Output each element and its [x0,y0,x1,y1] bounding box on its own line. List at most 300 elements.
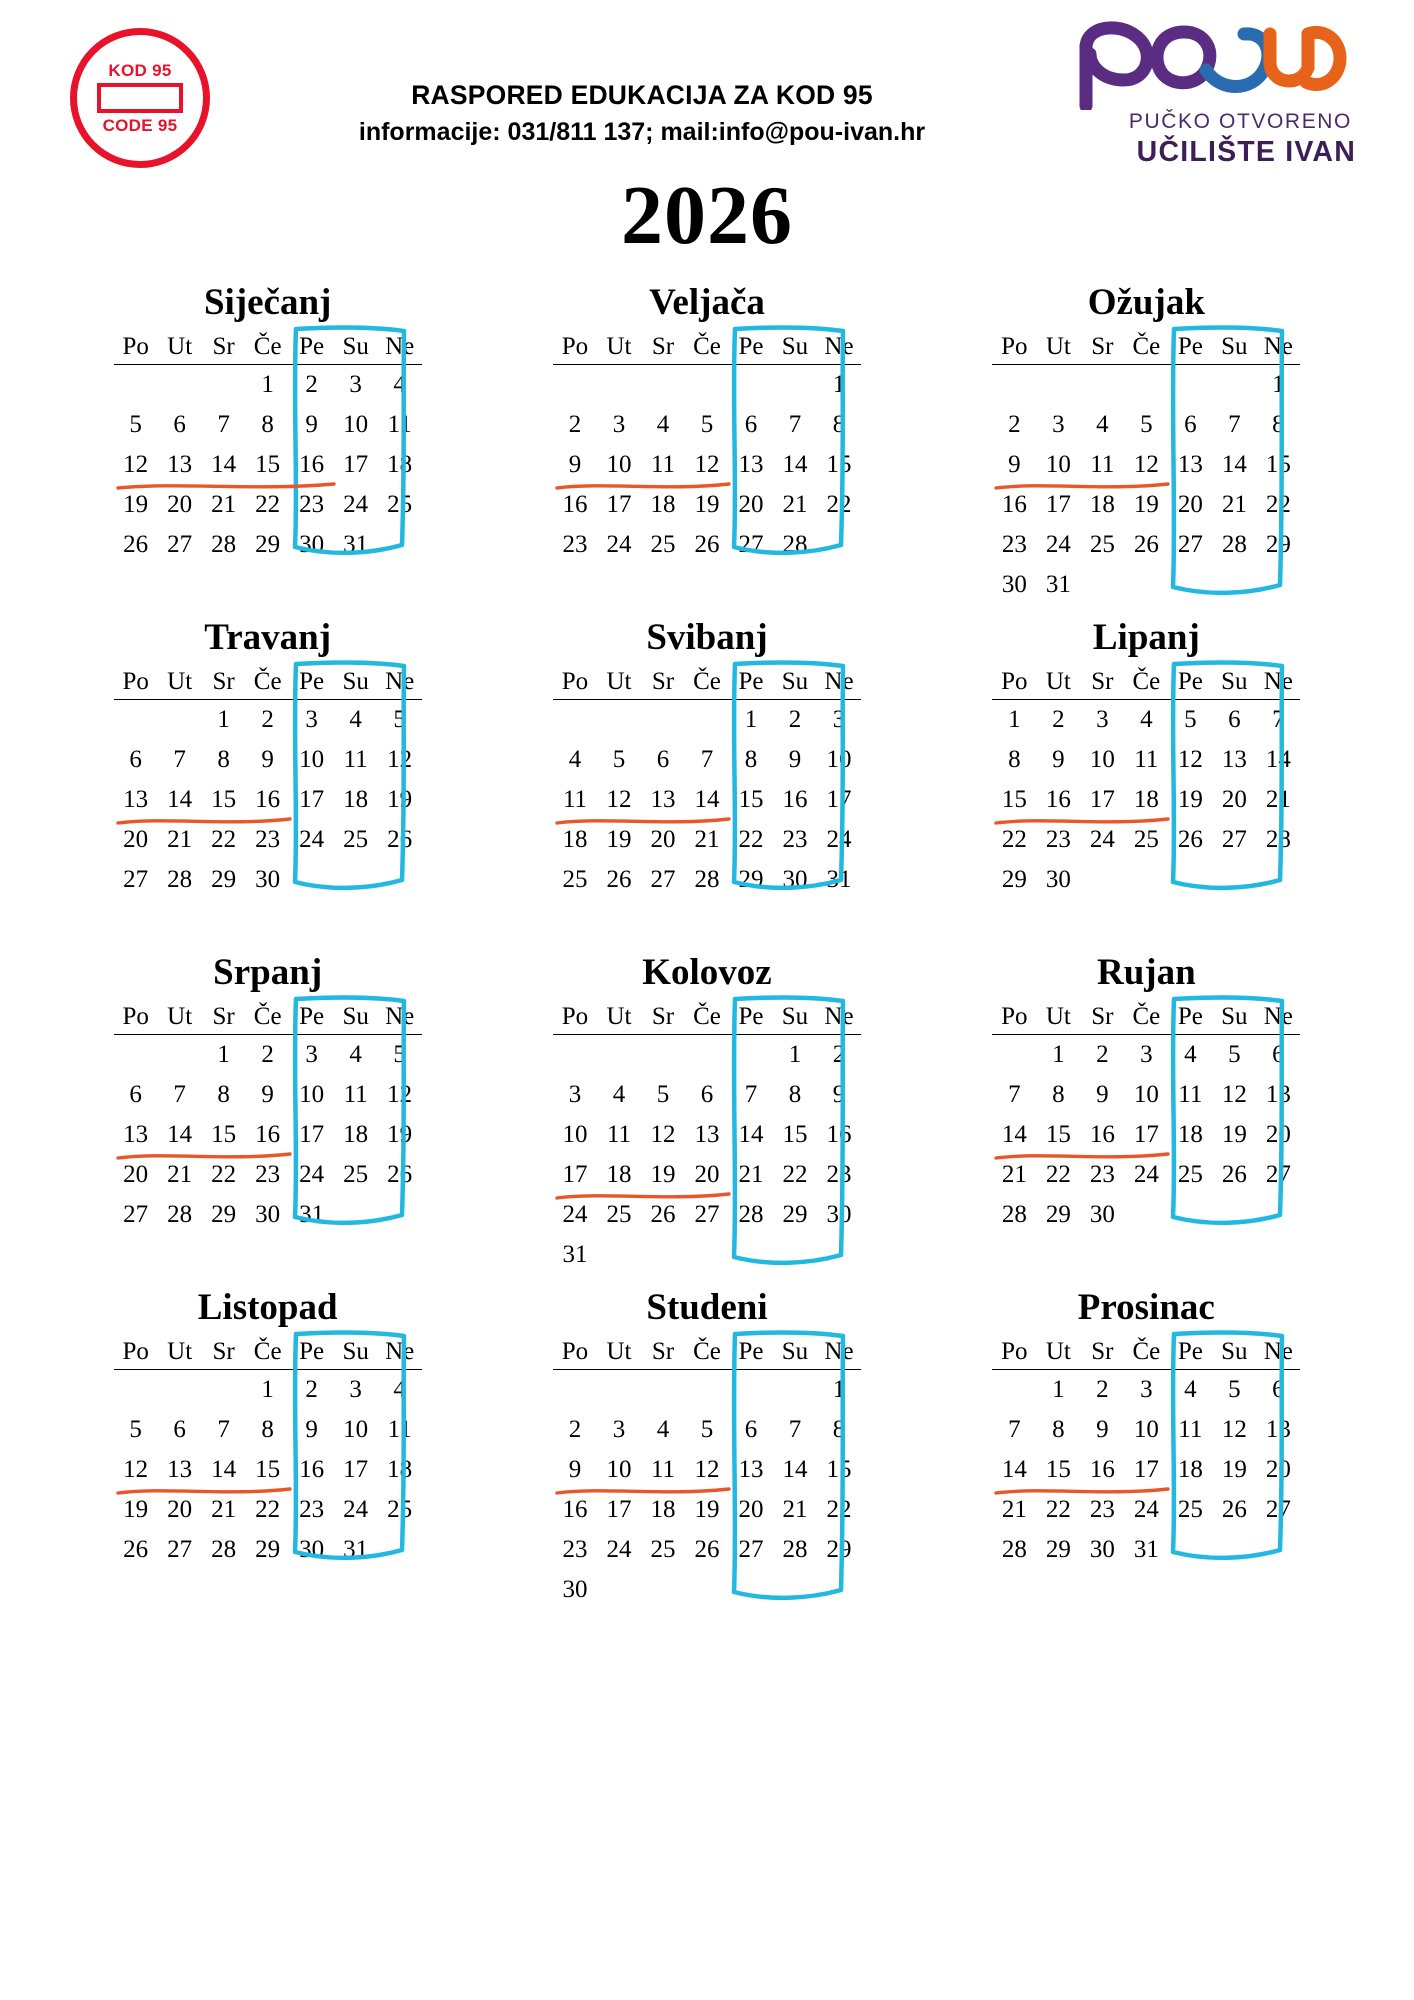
day-cell[interactable]: 14 [167,785,193,813]
day-cell[interactable]: 15 [1045,1455,1071,1483]
day-cell[interactable]: 4 [349,1040,362,1068]
day-cell[interactable]: 7 [788,410,802,438]
day-cell[interactable]: 27 [1177,530,1203,558]
day-cell[interactable]: 27 [1265,1495,1291,1523]
day-cell[interactable]: 2 [305,1375,318,1403]
day-cell[interactable]: 10 [1045,450,1071,478]
day-cell[interactable]: 2 [305,370,318,398]
day-cell[interactable]: 23 [299,490,325,518]
day-cell[interactable]: 23 [299,1495,325,1523]
day-cell[interactable]: 1 [1052,1375,1065,1403]
day-cell[interactable]: 14 [1001,1455,1027,1483]
day-cell[interactable]: 2 [1008,410,1021,438]
day-cell[interactable]: 8 [261,1415,274,1443]
day-cell[interactable]: 21 [1001,1495,1027,1523]
day-cell[interactable]: 29 [211,1200,237,1228]
day-cell[interactable]: 12 [694,1455,720,1483]
day-cell[interactable]: 8 [744,745,758,773]
day-cell[interactable]: 12 [1221,1080,1247,1108]
day-cell[interactable]: 8 [1052,1415,1065,1443]
day-cell[interactable]: 19 [606,825,632,853]
day-cell[interactable]: 10 [606,450,632,478]
day-cell[interactable]: 14 [738,1120,764,1148]
day-cell[interactable]: 29 [255,1535,281,1563]
day-cell[interactable]: 24 [343,490,369,518]
day-cell[interactable]: 16 [255,785,281,813]
day-cell[interactable]: 12 [387,745,413,773]
day-cell[interactable]: 13 [123,1120,149,1148]
day-cell[interactable]: 5 [1228,1040,1241,1068]
day-cell[interactable]: 22 [255,490,281,518]
day-cell[interactable]: 16 [782,785,808,813]
day-cell[interactable]: 8 [261,410,274,438]
day-cell[interactable]: 3 [612,1415,626,1443]
day-cell[interactable]: 19 [387,785,413,813]
day-cell[interactable]: 21 [782,1495,808,1523]
day-cell[interactable]: 18 [650,1495,676,1523]
day-cell[interactable]: 28 [211,1535,237,1563]
day-cell[interactable]: 4 [1140,705,1153,733]
day-cell[interactable]: 18 [650,490,676,518]
day-cell[interactable]: 9 [305,410,318,438]
day-cell[interactable]: 21 [782,490,808,518]
day-cell[interactable]: 26 [123,530,149,558]
day-cell[interactable]: 11 [562,785,588,813]
day-cell[interactable]: 11 [1090,450,1115,478]
day-cell[interactable]: 3 [305,1040,318,1068]
day-cell[interactable]: 15 [1001,785,1027,813]
day-cell[interactable]: 10 [299,1080,325,1108]
day-cell[interactable]: 16 [1001,490,1027,518]
day-cell[interactable]: 9 [1008,450,1021,478]
day-cell[interactable]: 18 [343,785,369,813]
day-cell[interactable]: 29 [255,530,281,558]
day-cell[interactable]: 12 [123,450,149,478]
day-cell[interactable]: 4 [568,745,582,773]
day-cell[interactable]: 16 [1089,1455,1115,1483]
day-cell[interactable]: 30 [255,865,281,893]
day-cell[interactable]: 30 [1045,865,1071,893]
day-cell[interactable]: 5 [700,410,714,438]
day-cell[interactable]: 26 [387,825,413,853]
day-cell[interactable]: 29 [1001,865,1027,893]
day-cell[interactable]: 16 [1045,785,1071,813]
day-cell[interactable]: 28 [167,1200,193,1228]
day-cell[interactable]: 25 [650,1535,676,1563]
day-cell[interactable]: 20 [167,490,193,518]
day-cell[interactable]: 22 [738,825,764,853]
day-cell[interactable]: 21 [694,825,720,853]
day-cell[interactable]: 10 [1133,1415,1159,1443]
day-cell[interactable]: 31 [343,1535,369,1563]
day-cell[interactable]: 14 [211,1455,237,1483]
day-cell[interactable]: 28 [167,865,193,893]
day-cell[interactable]: 1 [744,705,758,733]
day-cell[interactable]: 5 [129,410,142,438]
day-cell[interactable]: 5 [393,705,406,733]
day-cell[interactable]: 17 [1045,490,1071,518]
day-cell[interactable]: 27 [650,865,676,893]
day-cell[interactable]: 20 [1177,490,1203,518]
day-cell[interactable]: 2 [1052,705,1065,733]
day-cell[interactable]: 20 [1265,1455,1291,1483]
day-cell[interactable]: 27 [167,530,193,558]
day-cell[interactable]: 3 [1140,1375,1153,1403]
day-cell[interactable]: 26 [1133,530,1159,558]
day-cell[interactable]: 18 [1177,1120,1203,1148]
day-cell[interactable]: 18 [562,825,588,853]
day-cell[interactable]: 21 [167,1160,193,1188]
day-cell[interactable]: 23 [562,1535,588,1563]
day-cell[interactable]: 11 [650,1455,676,1483]
day-cell[interactable]: 10 [299,745,325,773]
day-cell[interactable]: 5 [1140,410,1153,438]
day-cell[interactable]: 17 [299,1120,325,1148]
day-cell[interactable]: 31 [562,1240,588,1268]
day-cell[interactable]: 27 [1265,1160,1291,1188]
day-cell[interactable]: 19 [694,1495,720,1523]
day-cell[interactable]: 31 [826,865,852,893]
day-cell[interactable]: 6 [129,745,142,773]
day-cell[interactable]: 16 [299,450,325,478]
day-cell[interactable]: 13 [738,1455,764,1483]
day-cell[interactable]: 1 [261,1375,274,1403]
day-cell[interactable]: 27 [123,1200,149,1228]
day-cell[interactable]: 20 [738,490,764,518]
day-cell[interactable]: 11 [343,745,368,773]
day-cell[interactable]: 16 [562,490,588,518]
day-cell[interactable]: 26 [650,1200,676,1228]
day-cell[interactable]: 13 [1221,745,1247,773]
day-cell[interactable]: 8 [217,1080,230,1108]
day-cell[interactable]: 8 [1008,745,1021,773]
day-cell[interactable]: 7 [788,1415,802,1443]
day-cell[interactable]: 30 [1089,1535,1115,1563]
day-cell[interactable]: 21 [211,1495,237,1523]
day-cell[interactable]: 14 [1265,745,1291,773]
day-cell[interactable]: 6 [1184,410,1197,438]
day-cell[interactable]: 19 [1177,785,1203,813]
day-cell[interactable]: 11 [387,410,412,438]
day-cell[interactable]: 24 [562,1200,588,1228]
day-cell[interactable]: 4 [349,705,362,733]
day-cell[interactable]: 19 [387,1120,413,1148]
day-cell[interactable]: 20 [650,825,676,853]
day-cell[interactable]: 1 [1052,1040,1065,1068]
day-cell[interactable]: 4 [656,1415,670,1443]
day-cell[interactable]: 15 [826,450,852,478]
day-cell[interactable]: 22 [1045,1160,1071,1188]
day-cell[interactable]: 23 [1089,1160,1115,1188]
day-cell[interactable]: 14 [1001,1120,1027,1148]
day-cell[interactable]: 9 [1096,1415,1109,1443]
day-cell[interactable]: 15 [211,785,237,813]
day-cell[interactable]: 6 [700,1080,714,1108]
day-cell[interactable]: 11 [606,1120,632,1148]
day-cell[interactable]: 7 [1272,705,1285,733]
day-cell[interactable]: 7 [173,745,186,773]
day-cell[interactable]: 7 [217,410,230,438]
day-cell[interactable]: 28 [1221,530,1247,558]
day-cell[interactable]: 18 [387,450,413,478]
day-cell[interactable]: 5 [1228,1375,1241,1403]
day-cell[interactable]: 10 [562,1120,588,1148]
day-cell[interactable]: 25 [1133,825,1159,853]
day-cell[interactable]: 22 [1001,825,1027,853]
day-cell[interactable]: 14 [694,785,720,813]
day-cell[interactable]: 6 [656,745,670,773]
day-cell[interactable]: 2 [261,1040,274,1068]
day-cell[interactable]: 31 [1133,1535,1159,1563]
day-cell[interactable]: 26 [606,865,632,893]
day-cell[interactable]: 28 [211,530,237,558]
day-cell[interactable]: 5 [700,1415,714,1443]
day-cell[interactable]: 30 [562,1575,588,1603]
day-cell[interactable]: 8 [217,745,230,773]
day-cell[interactable]: 31 [1045,570,1071,598]
day-cell[interactable]: 16 [1089,1120,1115,1148]
day-cell[interactable]: 18 [606,1160,632,1188]
day-cell[interactable]: 9 [788,745,802,773]
day-cell[interactable]: 25 [343,1160,369,1188]
day-cell[interactable]: 9 [832,1080,846,1108]
day-cell[interactable]: 7 [1008,1080,1021,1108]
day-cell[interactable]: 18 [1177,1455,1203,1483]
day-cell[interactable]: 26 [1221,1160,1247,1188]
day-cell[interactable]: 29 [826,1535,852,1563]
day-cell[interactable]: 1 [832,370,846,398]
day-cell[interactable]: 19 [694,490,720,518]
day-cell[interactable]: 24 [299,1160,325,1188]
day-cell[interactable]: 7 [700,745,714,773]
day-cell[interactable]: 22 [1045,1495,1071,1523]
day-cell[interactable]: 25 [1089,530,1115,558]
day-cell[interactable]: 11 [1178,1415,1203,1443]
day-cell[interactable]: 6 [744,1415,758,1443]
day-cell[interactable]: 24 [1089,825,1115,853]
day-cell[interactable]: 15 [1265,450,1291,478]
day-cell[interactable]: 17 [343,1455,369,1483]
day-cell[interactable]: 30 [299,1535,325,1563]
day-cell[interactable]: 16 [299,1455,325,1483]
day-cell[interactable]: 25 [562,865,588,893]
day-cell[interactable]: 13 [1177,450,1203,478]
day-cell[interactable]: 25 [387,490,413,518]
day-cell[interactable]: 4 [612,1080,626,1108]
day-cell[interactable]: 18 [1089,490,1115,518]
day-cell[interactable]: 31 [299,1200,325,1228]
day-cell[interactable]: 27 [167,1535,193,1563]
day-cell[interactable]: 21 [738,1160,764,1188]
day-cell[interactable]: 19 [123,1495,149,1523]
day-cell[interactable]: 26 [694,530,720,558]
day-cell[interactable]: 5 [129,1415,142,1443]
day-cell[interactable]: 1 [832,1375,846,1403]
day-cell[interactable]: 13 [123,785,149,813]
day-cell[interactable]: 24 [826,825,852,853]
day-cell[interactable]: 10 [826,745,852,773]
day-cell[interactable]: 17 [606,1495,632,1523]
day-cell[interactable]: 3 [349,370,362,398]
day-cell[interactable]: 5 [1184,705,1197,733]
day-cell[interactable]: 13 [694,1120,720,1148]
day-cell[interactable]: 14 [167,1120,193,1148]
day-cell[interactable]: 22 [782,1160,808,1188]
day-cell[interactable]: 2 [568,410,582,438]
day-cell[interactable]: 18 [1133,785,1159,813]
day-cell[interactable]: 9 [568,1455,582,1483]
day-cell[interactable]: 1 [1008,705,1021,733]
day-cell[interactable]: 1 [217,705,230,733]
day-cell[interactable]: 29 [211,865,237,893]
day-cell[interactable]: 9 [261,745,274,773]
day-cell[interactable]: 30 [1089,1200,1115,1228]
day-cell[interactable]: 22 [211,1160,237,1188]
day-cell[interactable]: 4 [1096,410,1109,438]
day-cell[interactable]: 19 [1221,1120,1247,1148]
day-cell[interactable]: 12 [1133,450,1159,478]
day-cell[interactable]: 5 [393,1040,406,1068]
day-cell[interactable]: 20 [123,1160,149,1188]
day-cell[interactable]: 28 [694,865,720,893]
day-cell[interactable]: 20 [167,1495,193,1523]
day-cell[interactable]: 23 [782,825,808,853]
day-cell[interactable]: 30 [1001,570,1027,598]
day-cell[interactable]: 13 [167,450,193,478]
day-cell[interactable]: 20 [123,825,149,853]
day-cell[interactable]: 21 [1265,785,1291,813]
day-cell[interactable]: 26 [387,1160,413,1188]
day-cell[interactable]: 11 [387,1415,412,1443]
day-cell[interactable]: 19 [123,490,149,518]
day-cell[interactable]: 2 [261,705,274,733]
day-cell[interactable]: 12 [1177,745,1203,773]
day-cell[interactable]: 12 [694,450,720,478]
day-cell[interactable]: 26 [1221,1495,1247,1523]
day-cell[interactable]: 24 [299,825,325,853]
day-cell[interactable]: 27 [1221,825,1247,853]
day-cell[interactable]: 13 [650,785,676,813]
day-cell[interactable]: 27 [738,530,764,558]
day-cell[interactable]: 6 [1272,1375,1285,1403]
day-cell[interactable]: 1 [261,370,274,398]
day-cell[interactable]: 25 [343,825,369,853]
day-cell[interactable]: 15 [255,1455,281,1483]
day-cell[interactable]: 20 [738,1495,764,1523]
day-cell[interactable]: 21 [211,490,237,518]
day-cell[interactable]: 25 [650,530,676,558]
day-cell[interactable]: 3 [349,1375,362,1403]
day-cell[interactable]: 11 [650,450,676,478]
day-cell[interactable]: 30 [255,1200,281,1228]
day-cell[interactable]: 29 [1265,530,1291,558]
day-cell[interactable]: 31 [343,530,369,558]
day-cell[interactable]: 6 [173,1415,186,1443]
day-cell[interactable]: 19 [650,1160,676,1188]
day-cell[interactable]: 29 [1045,1535,1071,1563]
day-cell[interactable]: 11 [1178,1080,1203,1108]
day-cell[interactable]: 1 [788,1040,802,1068]
day-cell[interactable]: 10 [343,410,369,438]
day-cell[interactable]: 22 [1265,490,1291,518]
day-cell[interactable]: 4 [656,410,670,438]
day-cell[interactable]: 17 [343,450,369,478]
day-cell[interactable]: 28 [782,1535,808,1563]
day-cell[interactable]: 15 [255,450,281,478]
day-cell[interactable]: 8 [832,1415,846,1443]
day-cell[interactable]: 21 [1221,490,1247,518]
day-cell[interactable]: 7 [744,1080,758,1108]
day-cell[interactable]: 23 [1045,825,1071,853]
day-cell[interactable]: 5 [612,745,626,773]
day-cell[interactable]: 12 [123,1455,149,1483]
day-cell[interactable]: 6 [129,1080,142,1108]
day-cell[interactable]: 24 [343,1495,369,1523]
day-cell[interactable]: 21 [167,825,193,853]
day-cell[interactable]: 29 [782,1200,808,1228]
day-cell[interactable]: 6 [1272,1040,1285,1068]
day-cell[interactable]: 12 [650,1120,676,1148]
day-cell[interactable]: 25 [606,1200,632,1228]
day-cell[interactable]: 30 [826,1200,852,1228]
day-cell[interactable]: 28 [1001,1535,1027,1563]
day-cell[interactable]: 28 [738,1200,764,1228]
day-cell[interactable]: 10 [343,1415,369,1443]
day-cell[interactable]: 23 [255,1160,281,1188]
day-cell[interactable]: 17 [299,785,325,813]
day-cell[interactable]: 7 [217,1415,230,1443]
day-cell[interactable]: 1 [217,1040,230,1068]
day-cell[interactable]: 25 [387,1495,413,1523]
day-cell[interactable]: 3 [1140,1040,1153,1068]
day-cell[interactable]: 16 [255,1120,281,1148]
day-cell[interactable]: 24 [606,1535,632,1563]
day-cell[interactable]: 9 [305,1415,318,1443]
day-cell[interactable]: 28 [1265,825,1291,853]
day-cell[interactable]: 18 [387,1455,413,1483]
day-cell[interactable]: 30 [782,865,808,893]
day-cell[interactable]: 9 [1096,1080,1109,1108]
day-cell[interactable]: 24 [1133,1495,1159,1523]
day-cell[interactable]: 19 [1133,490,1159,518]
day-cell[interactable]: 17 [1089,785,1115,813]
day-cell[interactable]: 8 [1052,1080,1065,1108]
day-cell[interactable]: 8 [832,410,846,438]
day-cell[interactable]: 3 [568,1080,582,1108]
day-cell[interactable]: 25 [1177,1160,1203,1188]
day-cell[interactable]: 8 [788,1080,802,1108]
day-cell[interactable]: 4 [1184,1040,1197,1068]
day-cell[interactable]: 11 [1134,745,1159,773]
day-cell[interactable]: 4 [393,370,406,398]
day-cell[interactable]: 2 [568,1415,582,1443]
day-cell[interactable]: 29 [738,865,764,893]
day-cell[interactable]: 29 [1045,1200,1071,1228]
day-cell[interactable]: 10 [1089,745,1115,773]
day-cell[interactable]: 5 [656,1080,670,1108]
day-cell[interactable]: 9 [261,1080,274,1108]
day-cell[interactable]: 26 [1177,825,1203,853]
day-cell[interactable]: 20 [1221,785,1247,813]
day-cell[interactable]: 15 [782,1120,808,1148]
day-cell[interactable]: 24 [1045,530,1071,558]
day-cell[interactable]: 6 [1228,705,1241,733]
day-cell[interactable]: 13 [1265,1415,1291,1443]
day-cell[interactable]: 26 [694,1535,720,1563]
day-cell[interactable]: 3 [305,705,318,733]
day-cell[interactable]: 12 [606,785,632,813]
day-cell[interactable]: 3 [612,410,626,438]
